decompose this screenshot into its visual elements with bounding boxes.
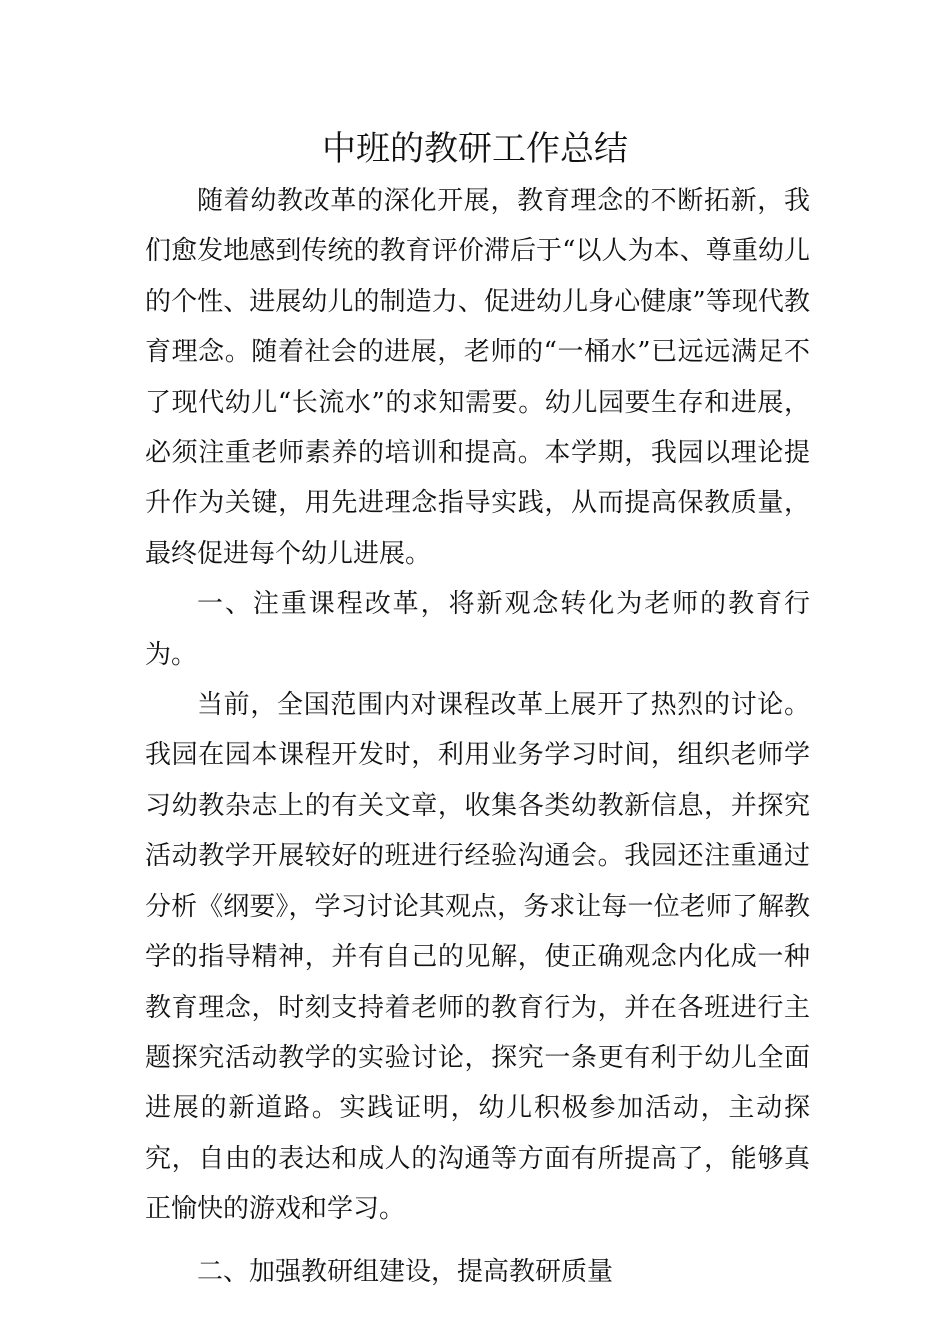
paragraph-intro: 随着幼教改革的深化开展，教育理念的不断拓新，我们愈发地感到传统的教育评价滞后于“以人为本、尊重幼儿的个性、进展幼儿的制造力、促进幼儿身心健康”等现代教育理念。随着社会的进展，老师的“一桶水”已远远满足不了现代幼儿“长流水”的求知需要。幼儿园要生存和进展，必须注重老师素养的培训和提高。本学期，我园以理论提升作为关键，用先进理念指导实践，从而提高保教质量，最终促进每个幼儿进展。	[145, 186, 810, 569]
section-heading-1: 一、注重课程改革，将新观念转化为老师的教育行为。	[145, 589, 810, 670]
document-body	[145, 176, 810, 1297]
section-heading-2: 二、加强教研组建设，提高教研质量	[197, 1256, 614, 1287]
paragraph-section-1: 当前，全国范围内对课程改革上展开了热烈的讨论。我园在园本课程开发时，利用业务学习时间，组织老师学习幼教杂志上的有关文章，收集各类幼教新信息，并探究活动教学开展较好的班进行经验沟通会。我园还注重通过分析《纲要》，学习讨论其观点，务求让每一位老师了解教学的指导精神，并有自己的见解，使正确观念内化成一种教育理念，时刻支持着老师的教育行为，并在各班进行主题探究活动教学的实验讨论，探究一条更有利于幼儿全面进展的新道路。实践证明，幼儿积极参加活动，主动探究，自由的表达和成人的沟通等方面有所提高了，能够真正愉快的游戏和学习。	[145, 690, 810, 1225]
document-title: 中班的教研工作总结	[322, 129, 628, 169]
